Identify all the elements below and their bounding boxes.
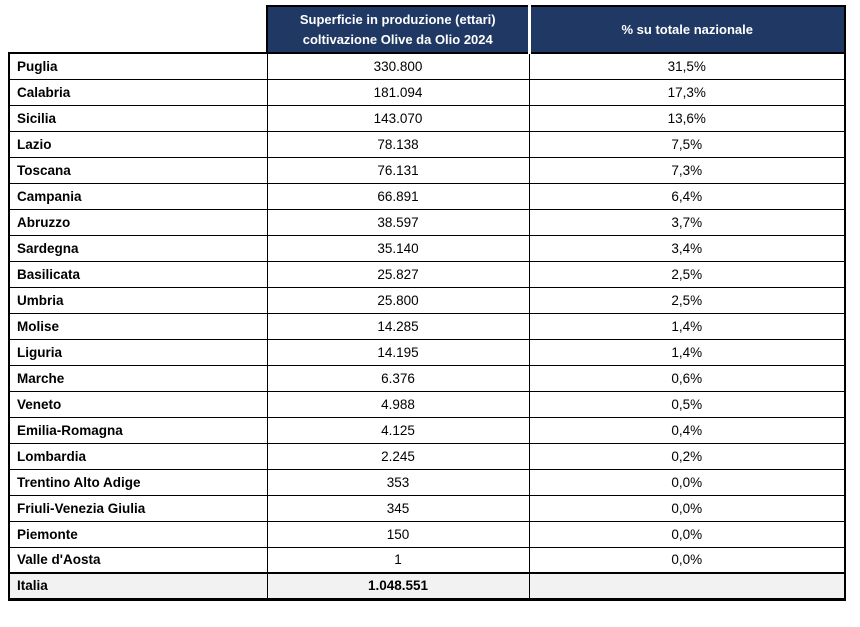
table-row <box>9 79 845 105</box>
surface-value-cell: 330.800 <box>267 53 529 79</box>
surface-value-cell: 353 <box>267 469 529 495</box>
olive-surface-table-wrapper <box>8 5 846 601</box>
surface-value-cell: 14.195 <box>267 339 529 365</box>
percent-value-cell: 31,5% <box>529 53 845 79</box>
table-footer <box>9 573 845 599</box>
region-name-cell: Emilia-Romagna <box>9 417 267 443</box>
table-row <box>9 521 845 547</box>
percent-value-cell: 0,5% <box>529 391 845 417</box>
region-name-cell: Marche <box>9 365 267 391</box>
surface-value-cell: 66.891 <box>267 183 529 209</box>
percent-value-cell: 3,4% <box>529 235 845 261</box>
surface-value-cell: 345 <box>267 495 529 521</box>
table-body <box>9 53 845 573</box>
table-header <box>9 6 845 53</box>
region-name-cell: Lombardia <box>9 443 267 469</box>
surface-value-cell: 25.827 <box>267 261 529 287</box>
olive-surface-table <box>8 5 846 601</box>
percent-value-cell: 2,5% <box>529 287 845 313</box>
region-name-cell: Calabria <box>9 79 267 105</box>
percent-value-cell: 2,5% <box>529 261 845 287</box>
total-surface-cell: 1.048.551 <box>267 573 529 599</box>
corner-empty-cell <box>9 6 267 53</box>
total-label-cell: Italia <box>9 573 267 599</box>
surface-value-cell: 35.140 <box>267 235 529 261</box>
column-header-surface-line1: Superficie in produzione (ettari) <box>299 11 496 27</box>
total-row <box>9 573 845 599</box>
region-name-cell: Piemonte <box>9 521 267 547</box>
percent-value-cell: 0,2% <box>529 443 845 469</box>
surface-value-cell: 2.245 <box>267 443 529 469</box>
percent-value-cell: 7,3% <box>529 157 845 183</box>
percent-value-cell: 0,0% <box>529 495 845 521</box>
region-name-cell: Abruzzo <box>9 209 267 235</box>
percent-value-cell: 0,0% <box>529 469 845 495</box>
percent-value-cell: 0,0% <box>529 547 845 573</box>
region-name-cell: Valle d'Aosta <box>9 547 267 573</box>
table-row <box>9 417 845 443</box>
percent-value-cell: 0,0% <box>529 521 845 547</box>
column-header-surface-line2: coltivazione Olive da Olio 2024 <box>302 31 493 47</box>
percent-value-cell: 6,4% <box>529 183 845 209</box>
region-name-cell: Sicilia <box>9 105 267 131</box>
region-name-cell: Lazio <box>9 131 267 157</box>
table-row <box>9 365 845 391</box>
table-row <box>9 391 845 417</box>
table-row <box>9 339 845 365</box>
surface-value-cell: 76.131 <box>267 157 529 183</box>
region-name-cell: Veneto <box>9 391 267 417</box>
surface-value-cell: 1 <box>267 547 529 573</box>
percent-value-cell: 1,4% <box>529 313 845 339</box>
region-name-cell: Sardegna <box>9 235 267 261</box>
region-name-cell: Basilicata <box>9 261 267 287</box>
table-row <box>9 235 845 261</box>
region-name-cell: Umbria <box>9 287 267 313</box>
table-row <box>9 287 845 313</box>
surface-value-cell: 25.800 <box>267 287 529 313</box>
surface-value-cell: 4.125 <box>267 417 529 443</box>
surface-value-cell: 78.138 <box>267 131 529 157</box>
table-row <box>9 53 845 79</box>
surface-value-cell: 143.070 <box>267 105 529 131</box>
surface-value-cell: 14.285 <box>267 313 529 339</box>
total-percent-cell <box>529 573 845 599</box>
percent-value-cell: 3,7% <box>529 209 845 235</box>
surface-value-cell: 6.376 <box>267 365 529 391</box>
table-row <box>9 495 845 521</box>
region-name-cell: Puglia <box>9 53 267 79</box>
percent-value-cell: 7,5% <box>529 131 845 157</box>
table-row <box>9 469 845 495</box>
column-header-surface <box>267 6 529 53</box>
surface-value-cell: 181.094 <box>267 79 529 105</box>
percent-value-cell: 13,6% <box>529 105 845 131</box>
surface-value-cell: 4.988 <box>267 391 529 417</box>
surface-value-cell: 38.597 <box>267 209 529 235</box>
table-row <box>9 105 845 131</box>
percent-value-cell: 0,6% <box>529 365 845 391</box>
region-name-cell: Molise <box>9 313 267 339</box>
table-row <box>9 443 845 469</box>
region-name-cell: Campania <box>9 183 267 209</box>
column-header-percent: % su totale nazionale <box>529 6 845 53</box>
header-row <box>9 6 845 53</box>
surface-value-cell: 150 <box>267 521 529 547</box>
table-row <box>9 131 845 157</box>
region-name-cell: Friuli-Venezia Giulia <box>9 495 267 521</box>
region-name-cell: Toscana <box>9 157 267 183</box>
table-row <box>9 313 845 339</box>
table-row <box>9 547 845 573</box>
percent-value-cell: 1,4% <box>529 339 845 365</box>
table-row <box>9 261 845 287</box>
percent-value-cell: 0,4% <box>529 417 845 443</box>
table-row <box>9 209 845 235</box>
table-row <box>9 183 845 209</box>
percent-value-cell: 17,3% <box>529 79 845 105</box>
region-name-cell: Trentino Alto Adige <box>9 469 267 495</box>
region-name-cell: Liguria <box>9 339 267 365</box>
table-row <box>9 157 845 183</box>
